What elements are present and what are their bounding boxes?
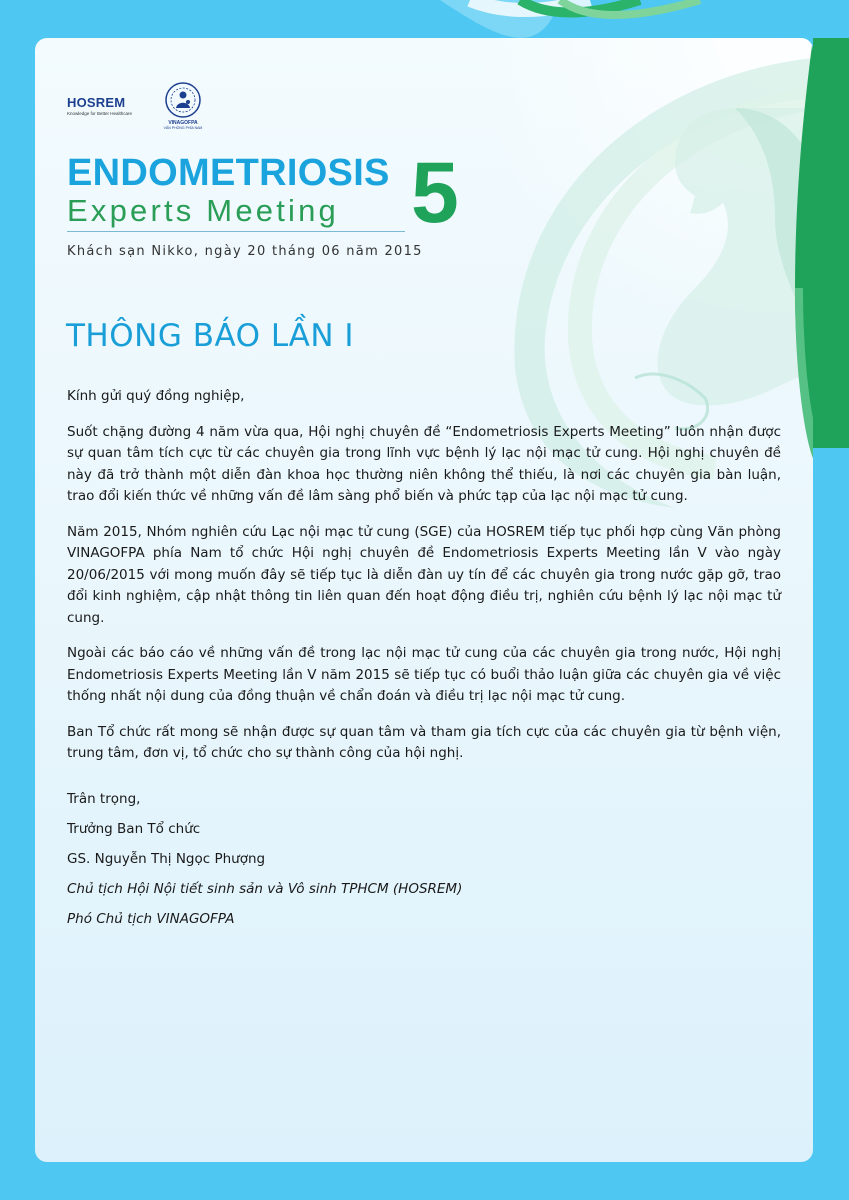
notice-heading: THÔNG BÁO LẦN I xyxy=(66,318,355,354)
signature-title-2: Phó Chủ tịch VINAGOFPA xyxy=(67,911,235,927)
hosrem-logo xyxy=(67,95,147,116)
salutation: Kính gửi quý đồng nghiệp, xyxy=(67,388,245,404)
paragraph-2: Năm 2015, Nhóm nghiên cứu Lạc nội mạc tử cung (SGE) của HOSREM tiếp tục phối hợp cùng Văn phòng VINAGOFPA phía Nam tổ chức Hội nghị chuyên đề Endometriosis Experts Meeting lần V vào ngày 20/06/2015 với mong muốn đây sẽ tiếp tục là diễn đàn uy tín để các chuyên gia trong nước gặp gỡ, trao đổi kinh nghiệm, cập nhật thông tin liên quan đến hoạt động điều trị, nghiên cứu bệnh lý lạc nội mạc tử cung. xyxy=(67,523,781,626)
invitation-card xyxy=(35,38,813,1162)
hosrem-logo-name: HOSREM xyxy=(67,95,126,110)
signature-block xyxy=(67,788,462,938)
signature-name: GS. Nguyễn Thị Ngọc Phượng xyxy=(67,851,266,867)
vinagofpa-logo-name: VINAGOFPA xyxy=(168,120,198,126)
event-title: ENDOMETRIOSIS xyxy=(67,152,390,194)
paragraph-1: Suốt chặng đường 4 năm vừa qua, Hội nghị chuyên đề “Endometriosis Experts Meeting” luôn nhận được sự quan tâm tích cực từ các chuyên gia trong lĩnh vực bệnh lý lạc nội mạc tử cung. Hội nghị chuyên đề này đã trở thành một diễn đàn khoa học thường niên không thể thiếu, là nơi các chuyên gia bàn luận, trao đổi kiến thức về những vấn đề lâm sàng phổ biến và phức tạp của lạc nội mạc tử cung. xyxy=(67,423,781,504)
notice-body xyxy=(67,386,781,779)
vinagofpa-logo xyxy=(147,80,219,130)
hosrem-logo-tagline: Knowledge for Better Healthcare xyxy=(67,111,133,116)
paragraph-4: Ban Tổ chức rất mong sẽ nhận được sự quan tâm và tham gia tích cực của các chuyên gia từ bệnh viện, trung tâm, đơn vị, tổ chức cho sự thành công của hội nghị. xyxy=(67,723,781,761)
signature-closing: Trân trọng, xyxy=(67,791,141,807)
signature-title-1: Chủ tịch Hội Nội tiết sinh sản và Vô sinh TPHCM (HOSREM) xyxy=(67,881,463,897)
vinagofpa-emblem-icon xyxy=(162,80,204,120)
signature-role: Trưởng Ban Tổ chức xyxy=(67,821,201,837)
event-venue-date: Khách sạn Nikko, ngày 20 tháng 06 năm 2015 xyxy=(67,244,423,259)
event-title-block xyxy=(67,145,459,241)
event-edition-number: 5 xyxy=(411,145,459,241)
paragraph-3: Ngoài các báo cáo về những vấn đề trong lạc nội mạc tử cung của các chuyên gia trong nước, Hội nghị Endometriosis Experts Meeting lần V năm 2015 sẽ tiếp tục có buổi thảo luận giữa các chuyên gia về việc thống nhất nội dung của đồng thuận về chẩn đoán và điều trị lạc nội mạc tử cung. xyxy=(67,645,781,704)
event-subtitle: Experts Meeting xyxy=(67,193,339,228)
vinagofpa-logo-subtitle: VĂN PHÒNG PHÍA NAM xyxy=(163,126,203,130)
title-divider xyxy=(67,231,405,232)
